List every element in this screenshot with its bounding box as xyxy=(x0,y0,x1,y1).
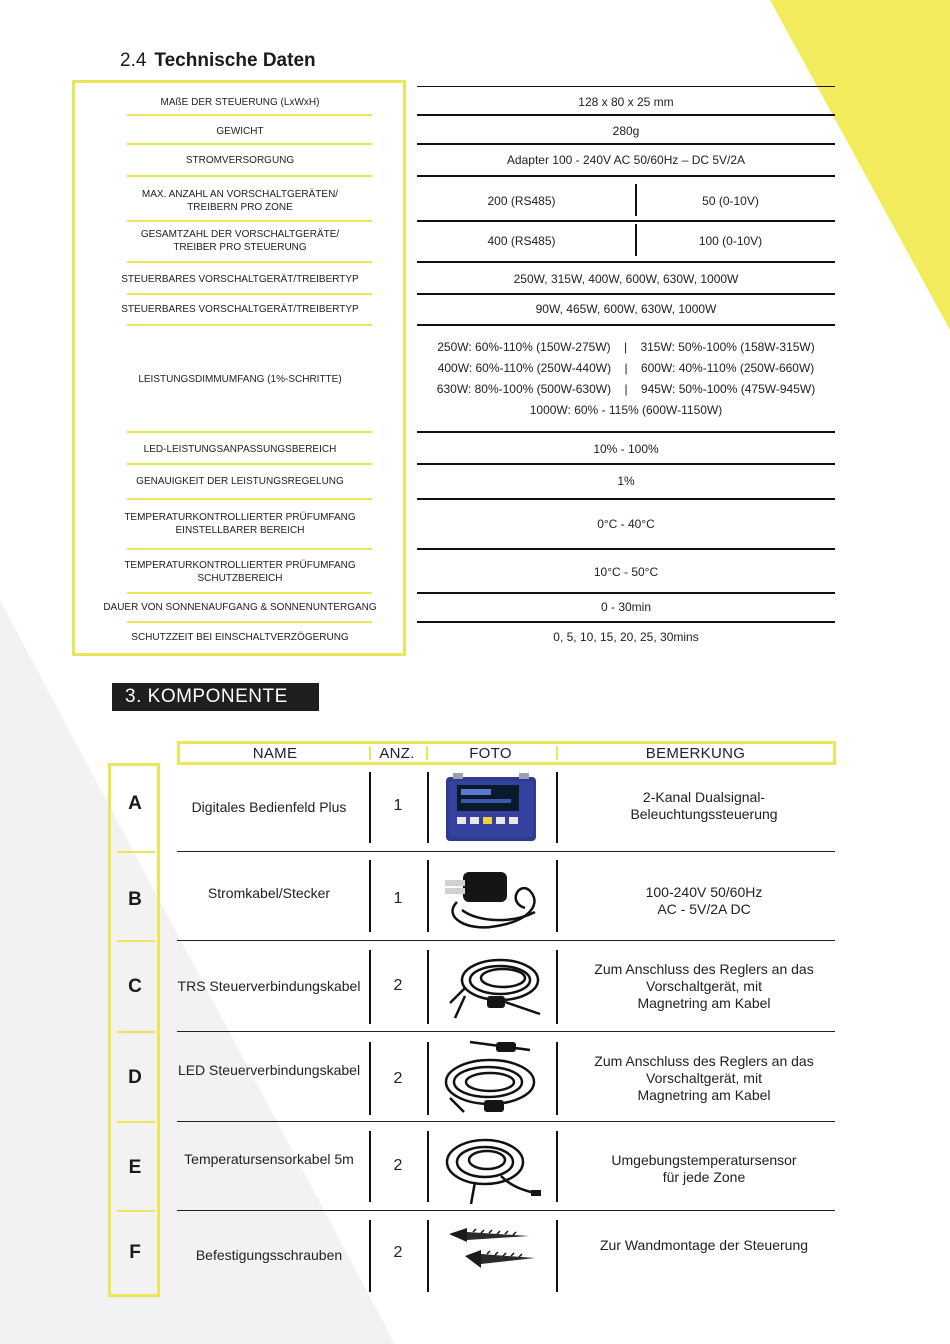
letter-row-divider xyxy=(117,940,155,942)
component-column-divider xyxy=(427,1220,429,1292)
spec-value-divider-line xyxy=(417,114,835,116)
spec-value-divider xyxy=(635,184,637,216)
spec-value-divider-line xyxy=(417,592,835,594)
spec-label: DAUER VON SONNENAUFGANG & SONNENUNTERGANG xyxy=(103,601,377,613)
spec-label: STEUERBARES VORSCHALTGERÄT/TREIBERTYP xyxy=(121,303,359,315)
header-qty: ANZ. xyxy=(379,745,415,762)
sensor-cable-photo-icon xyxy=(441,1128,545,1206)
component-row-divider xyxy=(177,1121,835,1122)
component-column-divider xyxy=(556,1042,558,1115)
component-column-divider xyxy=(427,772,429,843)
header-name: NAME xyxy=(252,745,298,762)
spec-label: GESAMTZAHL DER VORSCHALTGERÄTE/ TREIBER PRO STEUERUNG xyxy=(140,229,340,253)
spec-label-divider xyxy=(127,498,372,500)
component-quantity: 2 xyxy=(393,1244,403,1261)
spec-label: LEISTUNGSDIMMUMFANG (1%-SCHRITTE) xyxy=(138,373,342,385)
component-column-divider xyxy=(427,1131,429,1202)
component-remark: Umgebungstemperatursensor für jede Zone xyxy=(611,1152,797,1185)
spec-label: GEWICHT xyxy=(216,125,264,137)
header-remark: BEMERKUNG xyxy=(645,745,746,762)
spec-label-divider xyxy=(127,621,372,623)
spec-label: GENAUIGKEIT DER LEISTUNGSREGELUNG xyxy=(136,475,344,487)
component-remark: Zum Anschluss des Reglers an das Vorschaltgerät, mit Magnetring am Kabel xyxy=(594,1053,814,1103)
section-number: 3. xyxy=(125,686,142,707)
component-column-divider xyxy=(369,1042,371,1115)
spec-value: 0 - 30min xyxy=(600,599,652,614)
spec-label: STROMVERSORGUNG xyxy=(185,154,295,166)
component-name: LED Steuerverbindungskabel xyxy=(177,1062,361,1078)
spec-value-divider-line xyxy=(417,548,835,550)
spec-value-left: 200 (RS485) xyxy=(487,193,556,208)
spec-label: STEUERBARES VORSCHALTGERÄT/TREIBERTYP xyxy=(121,273,359,285)
component-row-divider xyxy=(177,940,835,941)
spec-value-left: 400 (RS485) xyxy=(487,233,556,248)
spec-value: 128 x 80 x 25 mm xyxy=(578,94,674,109)
screws-photo-icon xyxy=(445,1224,537,1274)
spec-value-dimming-range xyxy=(417,334,835,424)
component-column-divider xyxy=(369,950,371,1024)
spec-value: 10°C - 50°C xyxy=(593,564,659,579)
component-letter: D xyxy=(128,1067,142,1088)
led-cable-photo-icon xyxy=(440,1036,546,1116)
component-letter: B xyxy=(128,889,142,910)
component-letter: E xyxy=(128,1157,142,1178)
spec-value-split xyxy=(417,182,835,220)
section-heading-technical-data xyxy=(120,50,316,72)
component-letter: C xyxy=(128,976,142,997)
spec-value-right: 100 (0-10V) xyxy=(698,233,763,248)
spec-label: MAßE DER STEUERUNG (LxWxH) xyxy=(160,96,320,108)
spec-label-divider xyxy=(127,431,372,433)
spec-value-divider-line xyxy=(417,293,835,295)
spec-label: LED-LEISTUNGSANPASSUNGSBEREICH xyxy=(143,443,337,455)
component-quantity: 2 xyxy=(393,1070,403,1087)
spec-label-divider xyxy=(127,143,372,145)
dimming-range-line: 400W: 60%-110% (250W-440W) | 600W: 40%-110% (250W-660W) xyxy=(437,361,815,375)
spec-label-divider xyxy=(127,114,372,116)
component-name: TRS Steuerverbindungskabel xyxy=(177,978,361,994)
component-column-divider xyxy=(427,1042,429,1115)
component-column-divider xyxy=(556,1220,558,1292)
spec-value-divider xyxy=(635,224,637,256)
spec-value-divider-line xyxy=(417,261,835,263)
spec-value: 0, 5, 10, 15, 20, 25, 30mins xyxy=(553,629,699,644)
component-row-divider xyxy=(177,851,835,852)
spec-label-divider xyxy=(127,175,372,177)
spec-value: 280g xyxy=(612,123,640,138)
spec-label: TEMPERATURKONTROLLIERTER PRÜFUMFANG EINSTELLBARER BEREICH xyxy=(124,512,356,536)
spec-value: 250W, 315W, 400W, 600W, 630W, 1000W xyxy=(513,271,739,286)
component-column-divider xyxy=(369,860,371,932)
control-panel-photo-icon xyxy=(441,773,541,845)
component-quantity: 1 xyxy=(393,890,403,907)
dimming-range-line: 630W: 80%-100% (500W-630W) | 945W: 50%-100% (475W-945W) xyxy=(436,382,816,396)
spec-value: 0°C - 40°C xyxy=(597,516,655,531)
component-quantity: 2 xyxy=(393,1157,403,1174)
grey-corner-shape xyxy=(0,600,395,1344)
component-letter: A xyxy=(128,793,142,814)
component-name: Temperatursensorkabel 5m xyxy=(184,1151,354,1167)
spec-label: SCHUTZZEIT BEI EINSCHALTVERZÖGERUNG xyxy=(131,631,349,643)
component-column-divider xyxy=(369,1220,371,1292)
component-column-divider xyxy=(556,772,558,843)
component-column-divider xyxy=(369,772,371,843)
component-column-divider xyxy=(427,950,429,1024)
spec-value: Adapter 100 - 240V AC 50/60Hz – DC 5V/2A xyxy=(506,152,746,167)
trs-cable-photo-icon xyxy=(445,948,545,1026)
power-adapter-photo-icon xyxy=(437,862,547,934)
letter-row-divider xyxy=(117,1121,155,1123)
component-remark: 2-Kanal Dualsignal- Beleuchtungssteuerung xyxy=(630,789,778,822)
component-remark: Zum Anschluss des Reglers an das Vorschaltgerät, mit Magnetring am Kabel xyxy=(594,961,814,1011)
component-remark: 100-240V 50/60Hz AC - 5V/2A DC xyxy=(645,884,763,917)
component-column-divider xyxy=(427,860,429,932)
component-column-divider xyxy=(556,860,558,932)
header-photo: FOTO xyxy=(469,745,512,762)
component-column-divider xyxy=(556,950,558,1024)
section-heading-components xyxy=(112,683,319,711)
component-row-divider xyxy=(177,1031,835,1032)
spec-value: 90W, 465W, 600W, 630W, 1000W xyxy=(535,301,717,316)
component-quantity: 1 xyxy=(393,797,403,814)
letter-row-divider xyxy=(117,1031,155,1033)
spec-value-divider-line xyxy=(417,621,835,623)
spec-label: TEMPERATURKONTROLLIERTER PRÜFUMFANG SCHUTZBEREICH xyxy=(124,560,356,584)
component-name: Digitales Bedienfeld Plus xyxy=(191,799,347,815)
component-quantity: 2 xyxy=(393,977,403,994)
component-column-divider xyxy=(556,1131,558,1202)
spec-label: MAX. ANZAHL AN VORSCHALTGERÄTEN/ TREIBERN PRO ZONE xyxy=(141,189,339,213)
component-name: Stromkabel/Stecker xyxy=(207,885,331,901)
spec-value-divider-line xyxy=(417,143,835,145)
spec-value: 1% xyxy=(617,473,635,488)
spec-value-top-rule xyxy=(417,86,835,87)
spec-value-divider-line xyxy=(417,175,835,177)
section-title: Technische Daten xyxy=(154,50,316,71)
spec-value-right: 50 (0-10V) xyxy=(702,193,759,208)
spec-label-divider xyxy=(127,548,372,550)
spec-value-split xyxy=(417,222,835,260)
spec-value: 10% - 100% xyxy=(593,441,659,456)
letter-row-divider xyxy=(117,1210,155,1212)
spec-label-divider xyxy=(127,324,372,326)
spec-value-divider-line xyxy=(417,431,835,433)
component-column-divider xyxy=(369,1131,371,1202)
spec-value-divider-line xyxy=(417,463,835,465)
component-remark: Zur Wandmontage der Steuerung xyxy=(599,1237,809,1253)
component-row-divider xyxy=(177,1210,835,1211)
spec-label-divider xyxy=(127,261,372,263)
dimming-range-line: 1000W: 60% - 115% (600W-1150W) xyxy=(529,403,723,417)
spec-label-divider xyxy=(127,293,372,295)
dimming-range-line: 250W: 60%-110% (150W-275W) | 315W: 50%-100% (158W-315W) xyxy=(437,340,815,354)
spec-label-divider xyxy=(127,592,372,594)
spec-value-divider-line xyxy=(417,498,835,500)
component-name: Befestigungsschrauben xyxy=(195,1247,343,1263)
spec-value-divider-line xyxy=(417,324,835,326)
section-number: 2.4 xyxy=(120,50,147,71)
section-title: KOMPONENTE xyxy=(147,686,288,707)
letter-column-frame xyxy=(108,763,160,1297)
letter-row-divider xyxy=(117,851,155,853)
spec-label-divider xyxy=(127,463,372,465)
component-letter: F xyxy=(129,1242,141,1263)
